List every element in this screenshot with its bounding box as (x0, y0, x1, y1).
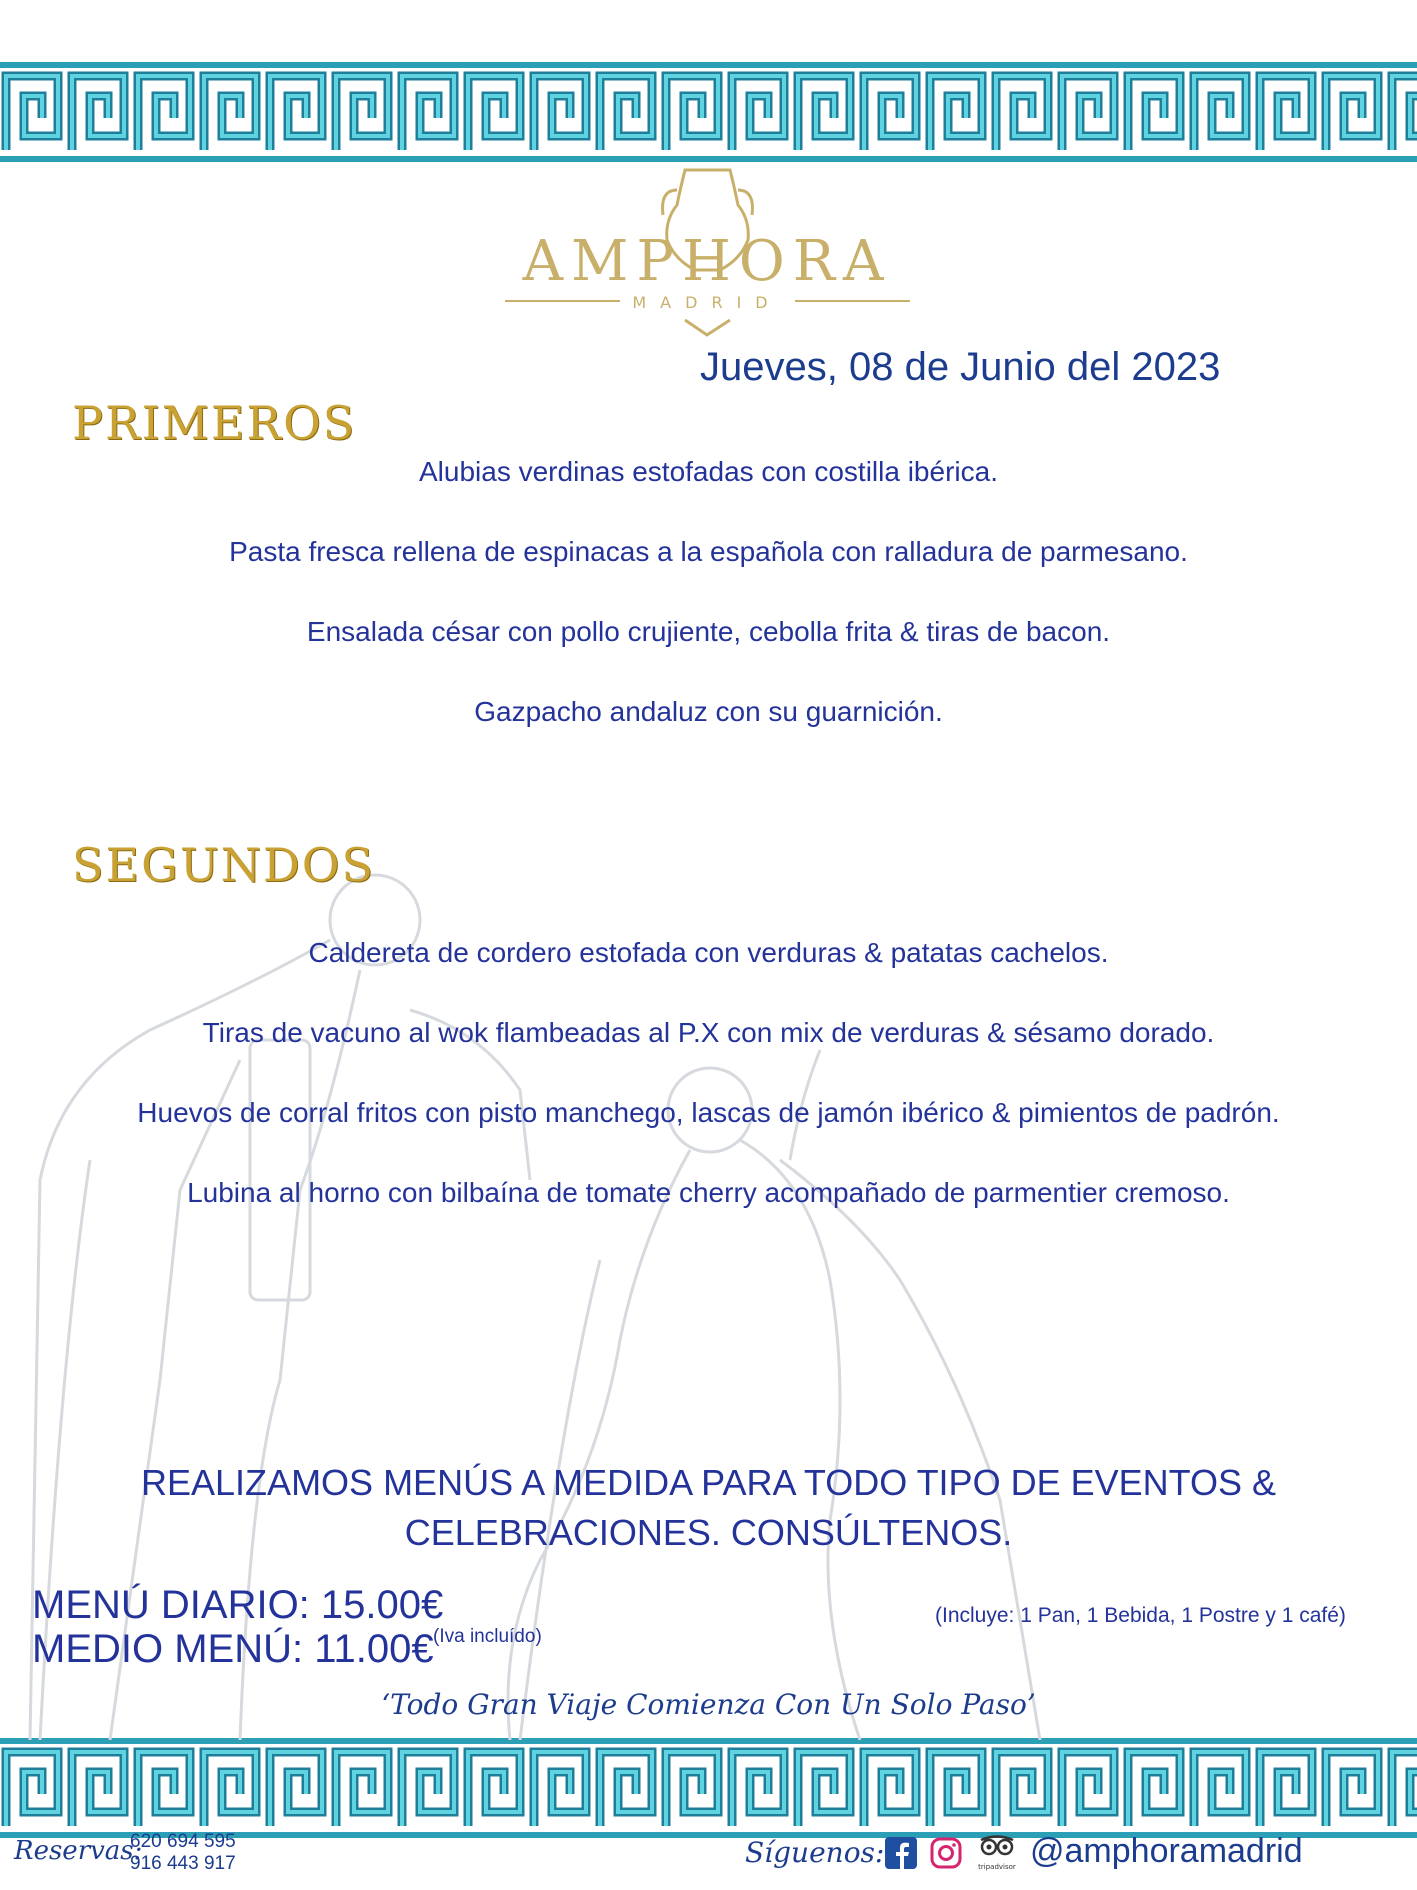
primeros-heading: PRIMEROS (72, 396, 357, 450)
tripadvisor-label: tripadvisor (978, 1863, 1016, 1871)
segundos-dish-1: Caldereta de cordero estofada con verduras & patatas cachelos. (308, 937, 1109, 968)
menu-date: Jueves, 08 de Junio del 2023 (700, 345, 1221, 389)
primeros-dish-4: Gazpacho andaluz con su guarnición. (474, 696, 943, 727)
phone-number-2[interactable]: 916 443 917 (130, 1853, 236, 1874)
greek-key-border-top (0, 62, 1417, 162)
follow-us-label: Síguenos: (745, 1836, 885, 1869)
social-handle[interactable]: @amphoramadrid (1030, 1832, 1303, 1870)
motto-quote: ‘Todo Gran Viaje Comienza Con Un Solo Paso’ (381, 1688, 1036, 1721)
phone-number-1[interactable]: 620 694 595 (130, 1831, 236, 1852)
daily-menu-price: MENÚ DIARIO: 15.00€ (32, 1583, 444, 1627)
logo-wordmark: AMPHORA (522, 229, 892, 294)
half-menu-price: MEDIO MENÚ: 11.00€ (32, 1627, 434, 1671)
amphora-logo (505, 160, 910, 340)
events-banner-line-1: REALIZAMOS MENÚS A MEDIDA PARA TODO TIPO DE EVENTOS & (141, 1462, 1276, 1503)
logo-city: MADRID (632, 293, 782, 312)
facebook-icon[interactable] (885, 1837, 917, 1869)
iva-note: (Iva incluído) (433, 1626, 542, 1647)
instagram-icon[interactable] (930, 1837, 962, 1869)
greek-key-border-bottom (0, 1738, 1417, 1838)
segundos-dish-3: Huevos de corral fritos con pisto manchego, lascas de jamón ibérico & pimientos de padrón. (137, 1097, 1280, 1128)
primeros-dish-3: Ensalada césar con pollo crujiente, cebolla frita & tiras de bacon. (306, 616, 1111, 647)
segundos-dish-2: Tiras de vacuno al wok flambeadas al P.X con mix de verduras & sésamo dorado. (202, 1017, 1215, 1048)
primeros-dish-2: Pasta fresca rellena de espinacas a la española con ralladura de parmesano. (229, 536, 1188, 567)
segundos-dish-4: Lubina al horno con bilbaína de tomate cherry acompañado de parmentier cremoso. (187, 1177, 1230, 1208)
events-banner-line-2: CELEBRACIONES. CONSÚLTENOS. (404, 1512, 1013, 1553)
segundos-heading: SEGUNDOS (72, 838, 375, 892)
tripadvisor-icon[interactable] (975, 1833, 1019, 1877)
includes-note: (Incluye: 1 Pan, 1 Bebida, 1 Postre y 1 café) (935, 1604, 1346, 1627)
reservas-label: Reservas: (14, 1836, 143, 1866)
primeros-dish-1: Alubias verdinas estofadas con costilla ibérica. (419, 456, 998, 487)
